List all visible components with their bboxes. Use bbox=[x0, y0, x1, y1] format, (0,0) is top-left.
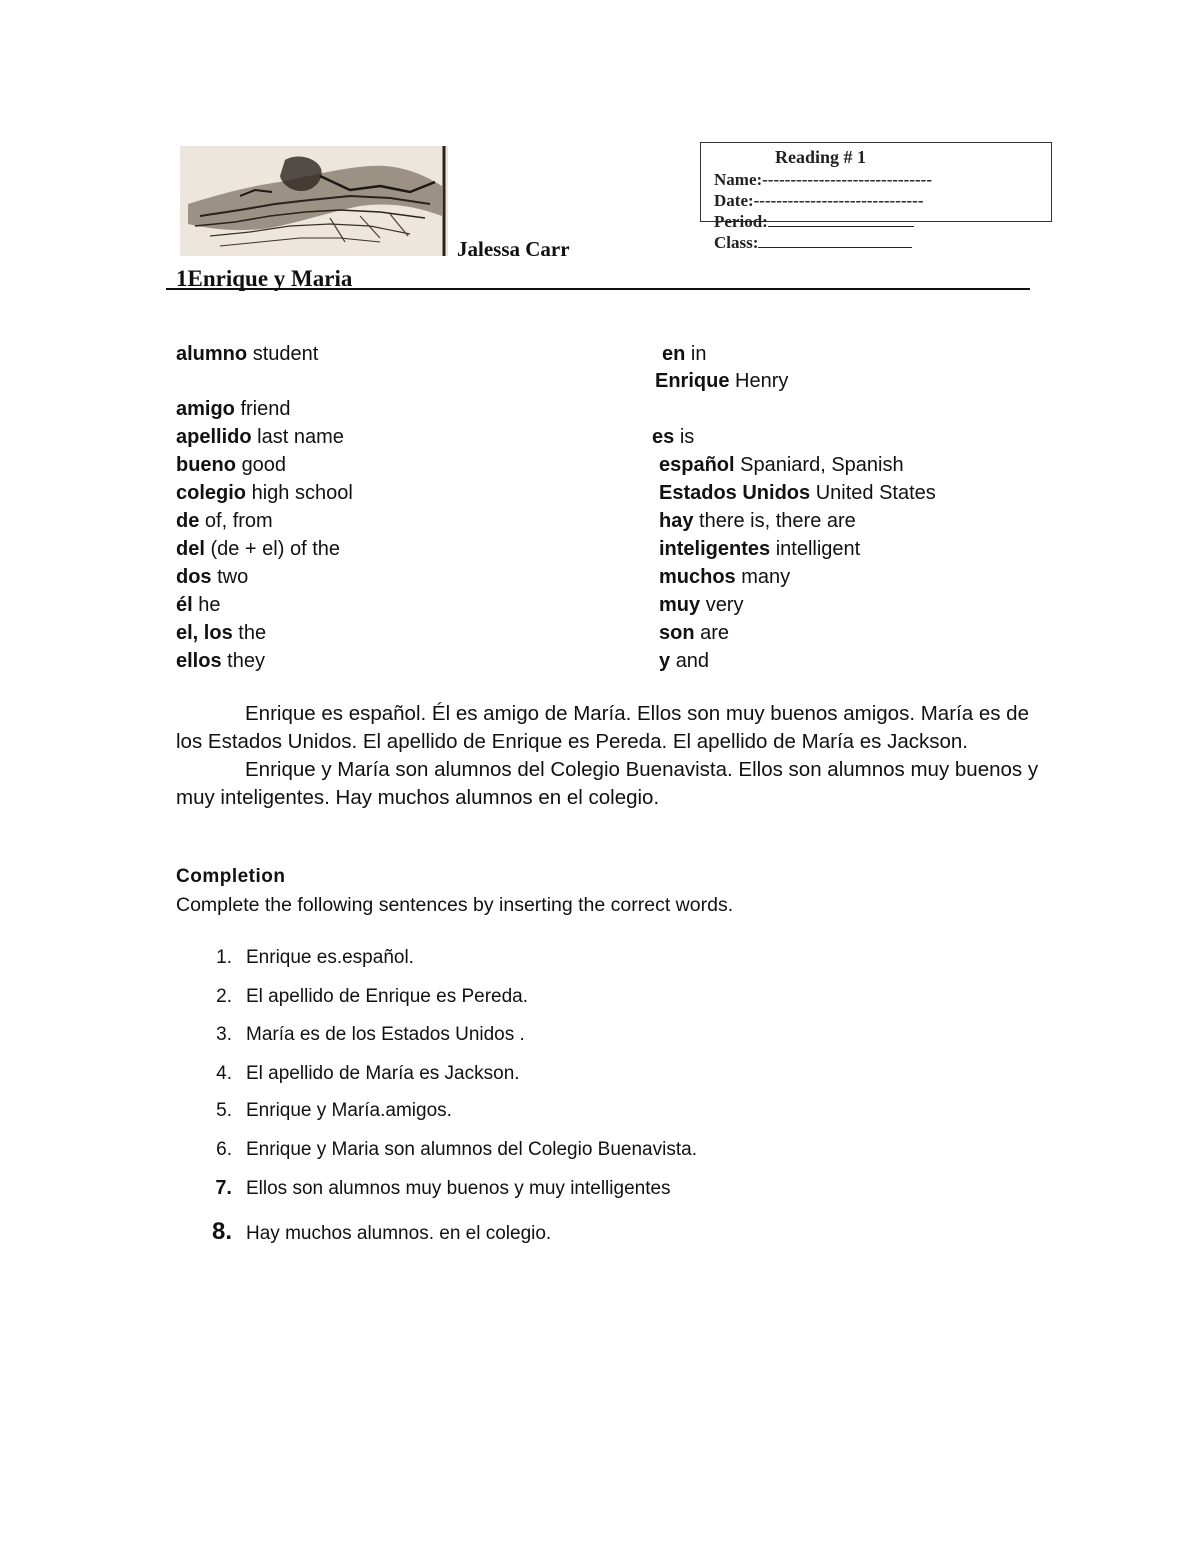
vocab-left-item: amigo friend bbox=[176, 398, 291, 420]
vocab-right-item: es is bbox=[652, 426, 695, 448]
vocab-left-item: de of, from bbox=[176, 510, 273, 532]
completion-item: 3. María es de los Estados Unidos . bbox=[216, 1024, 525, 1045]
reading-number: Reading # 1 bbox=[775, 147, 867, 167]
vocab-right-item: en in bbox=[662, 343, 707, 365]
reading-passage bbox=[176, 700, 1046, 812]
period-field bbox=[714, 212, 914, 232]
class-label: Class: bbox=[714, 233, 759, 252]
passage-paragraph: Enrique es español. Él es amigo de María. Ellos son muy buenos amigos. María es de los Estados Unidos. El apellido de Enrique es Pereda. El apellido de María es Jackson. bbox=[176, 702, 1029, 753]
vocab-left-item: del (de + el) of the bbox=[176, 538, 340, 560]
passage-paragraph: Enrique y María son alumnos del Colegio Buenavista. Ellos son alumnos muy buenos y muy inteligentes. Hay muchos alumnos en el colegio. bbox=[176, 758, 1039, 809]
student-name: Jalessa Carr bbox=[457, 237, 570, 261]
completion-item: 6. Enrique y Maria son alumnos del Colegio Buenavista. bbox=[216, 1139, 697, 1160]
completion-item: 5. Enrique y María.amigos. bbox=[216, 1100, 452, 1121]
illustration-sketch bbox=[180, 146, 448, 256]
completion-item: 2. El apellido de Enrique es Pereda. bbox=[216, 986, 529, 1007]
vocab-left-item: ellos they bbox=[176, 650, 265, 672]
name-field: Name:------------------------------ bbox=[714, 170, 932, 189]
vocab-right-item: hay there is, there are bbox=[659, 510, 856, 532]
vocab-left-item: el, los the bbox=[176, 622, 267, 644]
class-field bbox=[714, 233, 912, 253]
vocab-right-item: Enrique Henry bbox=[655, 370, 789, 392]
completion-item: 8. Hay muchos alumnos. en el colegio. bbox=[211, 1218, 552, 1245]
date-field: Date:------------------------------ bbox=[714, 191, 924, 210]
vocab-right-item: muy very bbox=[659, 594, 744, 616]
completion-item: 7. Ellos son alumnos muy buenos y muy intelligentes bbox=[215, 1177, 671, 1199]
completion-item: 4. El apellido de María es Jackson. bbox=[216, 1063, 520, 1084]
period-label: Period: bbox=[714, 212, 768, 231]
vocab-right-item: Estados Unidos United States bbox=[659, 482, 936, 504]
vocab-left-item: él he bbox=[176, 594, 221, 616]
vocab-left-item: colegio high school bbox=[176, 482, 353, 504]
vocab-right-item: y and bbox=[659, 650, 710, 672]
completion-instructions: Complete the following sentences by inserting the correct words. bbox=[176, 894, 734, 916]
completion-heading: Completion bbox=[176, 866, 286, 887]
vocab-left-item: bueno good bbox=[176, 454, 287, 476]
vocab-left-item: apellido last name bbox=[176, 426, 344, 448]
vocab-right-item: inteligentes intelligent bbox=[659, 538, 861, 560]
vocab-right-item: son are bbox=[659, 622, 730, 644]
title-underline bbox=[166, 288, 1030, 290]
completion-item: 1. Enrique es.español. bbox=[216, 947, 414, 968]
vocab-right-item: español Spaniard, Spanish bbox=[659, 454, 904, 476]
story-title: 1Enrique y Maria bbox=[176, 266, 353, 291]
vocab-left-item: dos two bbox=[176, 566, 249, 588]
vocab-right-item: muchos many bbox=[659, 566, 791, 588]
vocab-left-item: alumno student bbox=[176, 343, 319, 365]
